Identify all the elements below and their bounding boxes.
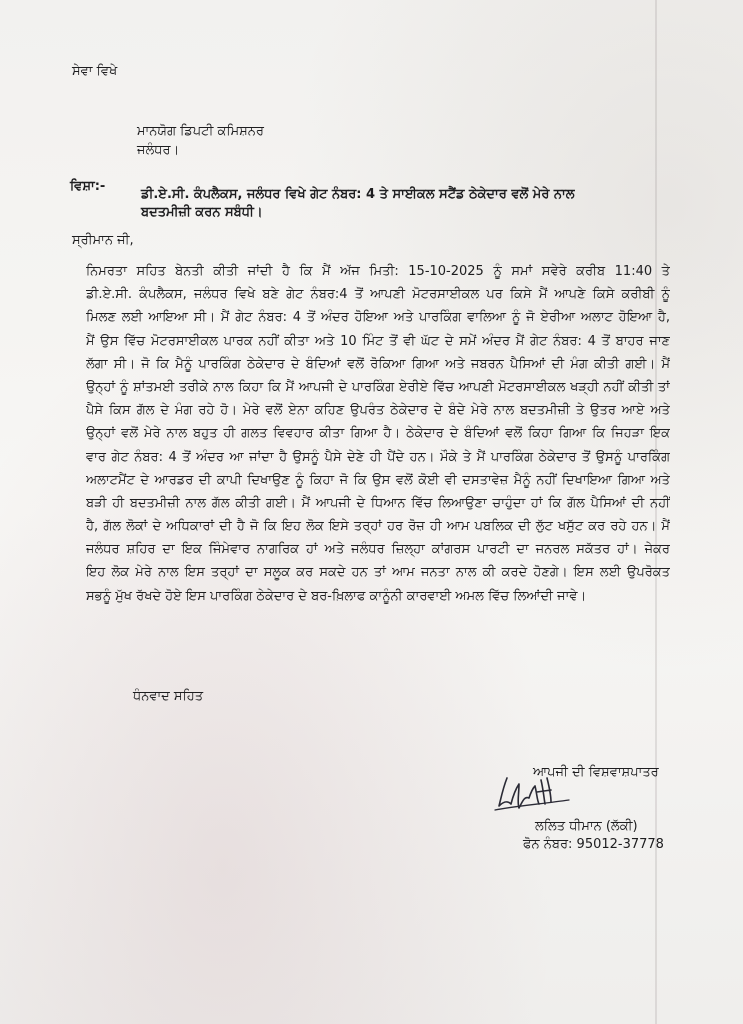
recipient-line-1: ਮਾਨਯੋਗ ਡਿਪਟੀ ਕਮਿਸ਼ਨਰ [137,124,264,139]
recipient-line-2: ਜਲੰਧਰ। [137,143,180,158]
body-line: ਨਿਮਰਤਾ ਸਹਿਤ ਬੇਨਤੀ ਕੀਤੀ ਜਾਂਦੀ ਹੈ ਕਿ ਮੈਂ ਅੱਜ ਮਿਤੀ: 15-10-2025 ਨੂੰ ਸਮਾਂ ਸਵੇਰੇ ਕਰੀਬ 11:40 ਤੇ [86,264,670,279]
body-line: ਬੜੀ ਹੀ ਬਦਤਮੀਜ਼ੀ ਨਾਲ ਗੱਲ ਕੀਤੀ ਗਈ। ਮੈਂ ਆਪਜੀ ਦੇ ਧਿਆਨ ਵਿੱਚ ਲਿਆਉਣਾ ਚਾਹੁੰਦਾ ਹਾਂ ਕਿ ਗੱਲ ਪੈਸਿਆਂ ਦੀ ਨਹੀਂ [86,495,670,511]
body-line: ਮੈਂ ਉਸ ਵਿੱਚ ਮੋਟਰਸਾਈਕਲ ਪਾਰਕ ਨਹੀਂ ਕੀਤਾ ਅਤੇ 10 ਮਿੰਟ ਤੋਂ ਵੀ ਘੱਟ ਦੇ ਸਮੇਂ ਅੰਦਰ ਮੈਂ ਗੇਟ ਨੰਬਰ: 4 ਤੋਂ ਬਾਹਰ ਜਾਣ [86,333,670,349]
subject-line-1: ਡੀ.ਏ.ਸੀ. ਕੰਪਲੈਕਸ, ਜਲੰਧਰ ਵਿਖੇ ਗੇਟ ਨੰਬਰ: 4 ਤੇ ਸਾਈਕਲ ਸਟੈਂਡ ਠੇਕੇਦਾਰ ਵਲੋਂ ਮੇਰੇ ਨਾਲ [141,187,575,202]
body-line: ਵਾਰ ਗੇਟ ਨੰਬਰ: 4 ਤੋਂ ਅੰਦਰ ਆ ਜਾਂਦਾ ਹੈ ਉਸਨੂੰ ਪੈਸੇ ਦੇਣੇ ਹੀ ਪੈਂਦੇ ਹਨ। ਮੌਕੇ ਤੇ ਮੈਂ ਪਾਰਕਿੰਗ ਠੇਕੇਦਾਰ ਤੋਂ ਉਸਨੂੰ ਪਾਰਕਿੰਗ [86,449,670,465]
body-line: ਸਭਨੂੰ ਮੁੱਖ ਰੱਖਦੇ ਹੋਏ ਇਸ ਪਾਰਕਿੰਗ ਠੇਕੇਦਾਰ ਦੇ ਬਰ-ਖ਼ਿਲਾਫ ਕਾਨੂੰਨੀ ਕਾਰਵਾਈ ਅਮਲ ਵਿੱਚ ਲਿਆਂਦੀ ਜਾਵੇ। [86,588,587,604]
body-line: ਪੈਸੇ ਕਿਸ ਗੱਲ ਦੇ ਮੰਗ ਰਹੇ ਹੋ। ਮੇਰੇ ਵਲੋਂ ਏਨਾ ਕਹਿਣ ਉਪਰੰਤ ਠੇਕੇਦਾਰ ਦੇ ਬੰਦੇ ਮੇਰੇ ਨਾਲ ਬਦਤਮੀਜ਼ੀ ਤੇ ਉਤਰ ਆਏ ਅਤੇ [86,403,670,419]
body-line: ਜਲੰਧਰ ਸ਼ਹਿਰ ਦਾ ਇਕ ਜਿੰਮੇਵਾਰ ਨਾਗਰਿਕ ਹਾਂ ਅਤੇ ਜਲੰਧਰ ਜ਼ਿਲ੍ਹਾ ਕਾਂਗਰਸ ਪਾਰਟੀ ਦਾ ਜਨਰਲ ਸਕੱਤਰ ਹਾਂ। ਜੇਕਰ [86,542,670,558]
body-line: ਉਨ੍ਹਾਂ ਨੂੰ ਸ਼ਾਂਤਮਈ ਤਰੀਕੇ ਨਾਲ ਕਿਹਾ ਕਿ ਮੈਂ ਆਪਜੀ ਦੇ ਪਾਰਕਿੰਗ ਏਰੀਏ ਵਿੱਚ ਆਪਣੀ ਮੋਟਰਸਾਈਕਲ ਖੜ੍ਹੀ ਨਹੀਂ ਕੀਤੀ ਤਾਂ [86,379,670,395]
subject-label: ਵਿਸ਼ਾ:- [70,179,106,194]
body-line: ਹੈ, ਗੱਲ ਲੋਕਾਂ ਦੇ ਅਧਿਕਾਰਾਂ ਦੀ ਹੈ ਜੋ ਕਿ ਇਹ ਲੋਕ ਇਸੇ ਤਰ੍ਹਾਂ ਹਰ ਰੋਜ਼ ਹੀ ਆਮ ਪਬਲਿਕ ਦੀ ਲੁੱਟ ਖਸੁੱਟ ਕਰ ਰਹੇ ਹਨ। ਮੈਂ [86,519,670,535]
signer-phone: ਫੋਨ ਨੰਬਰ: 95012-37778 [523,837,664,852]
letter-body [86,260,670,608]
body-line: ਉਨ੍ਹਾਂ ਵਲੋਂ ਮੇਰੇ ਨਾਲ ਬਹੁਤ ਹੀ ਗਲਤ ਵਿਵਹਾਰ ਕੀਤਾ ਗਿਆ ਹੈ। ਠੇਕੇਦਾਰ ਦੇ ਬੰਦਿਆਂ ਵਲੋਂ ਕਿਹਾ ਗਿਆ ਕਿ ਜਿਹੜਾ ਇਕ [86,426,670,442]
closing-line: ਆਪਜੀ ਦੀ ਵਿਸ਼ਵਾਸ਼ਪਾਤਰ [533,765,659,780]
body-line: ਮਿਲਣ ਲਈ ਆਇਆ ਸੀ। ਮੈਂ ਗੇਟ ਨੰਬਰ: 4 ਤੋਂ ਅੰਦਰ ਹੋਇਆ ਅਤੇ ਪਾਰਕਿੰਗ ਵਾਲਿਆ ਨੂੰ ਜੋ ਏਰੀਆ ਅਲਾਟ ਹੋਇਆ ਹੈ, [86,310,670,326]
body-line: ਇਹ ਲੋਕ ਮੇਰੇ ਨਾਲ ਇਸ ਤਰ੍ਹਾਂ ਦਾ ਸਲੂਕ ਕਰ ਸਕਦੇ ਹਨ ਤਾਂ ਆਮ ਜਨਤਾ ਨਾਲ ਕੀ ਕਰਦੇ ਹੋਣਗੇ। ਇਸ ਲਈ ਉਪਰੋਕਤ [86,565,670,581]
subject-line-2: ਬਦਤਮੀਜ਼ੀ ਕਰਨ ਸਬੰਧੀ। [141,205,263,220]
greeting: ਸ੍ਰੀਮਾਨ ਜੀ, [72,233,134,248]
signer-name: ਲਲਿਤ ਧੀਮਾਨ (ਲੱਕੀ) [535,819,638,834]
body-line: ਲੱਗਾ ਸੀ। ਜੋ ਕਿ ਮੈਨੂੰ ਪਾਰਕਿੰਗ ਠੇਕੇਦਾਰ ਦੇ ਬੰਦਿਆਂ ਵਲੋਂ ਰੋਕਿਆ ਗਿਆ ਅਤੇ ਜਬਰਨ ਪੈਸਿਆਂ ਦੀ ਮੰਗ ਕੀਤੀ ਗਈ। ਮੈਂ [86,356,670,372]
body-line: ਡੀ.ਏ.ਸੀ. ਕੰਪਲੈਕਸ, ਜਲੰਧਰ ਵਿਖੇ ਬਣੇ ਗੇਟ ਨੰਬਰ:4 ਤੋਂ ਆਪਣੀ ਮੋਟਰਸਾਈਕਲ ਪਰ ਕਿਸੇ ਮੈਂ ਆਪਣੇ ਕਿਸੇ ਕਰੀਬੀ ਨੂੰ [86,287,670,303]
handwritten-signature [489,770,579,818]
thanks-line: ਧੰਨਵਾਦ ਸਹਿਤ [133,689,204,704]
body-line: ਅਲਾਟਮੈਂਟ ਦੇ ਆਰਡਰ ਦੀ ਕਾਪੀ ਦਿਖਾਉਣ ਨੂੰ ਕਿਹਾ ਜੋ ਕਿ ਉਸ ਵਲੋਂ ਕੋਈ ਵੀ ਦਸਤਾਵੇਜ਼ ਮੈਨੂੰ ਨਹੀਂ ਦਿਖਾਇਆ ਗਿਆ ਅਤੇ [86,472,670,488]
salutation-top: ਸੇਵਾ ਵਿਖੇ [72,64,118,79]
